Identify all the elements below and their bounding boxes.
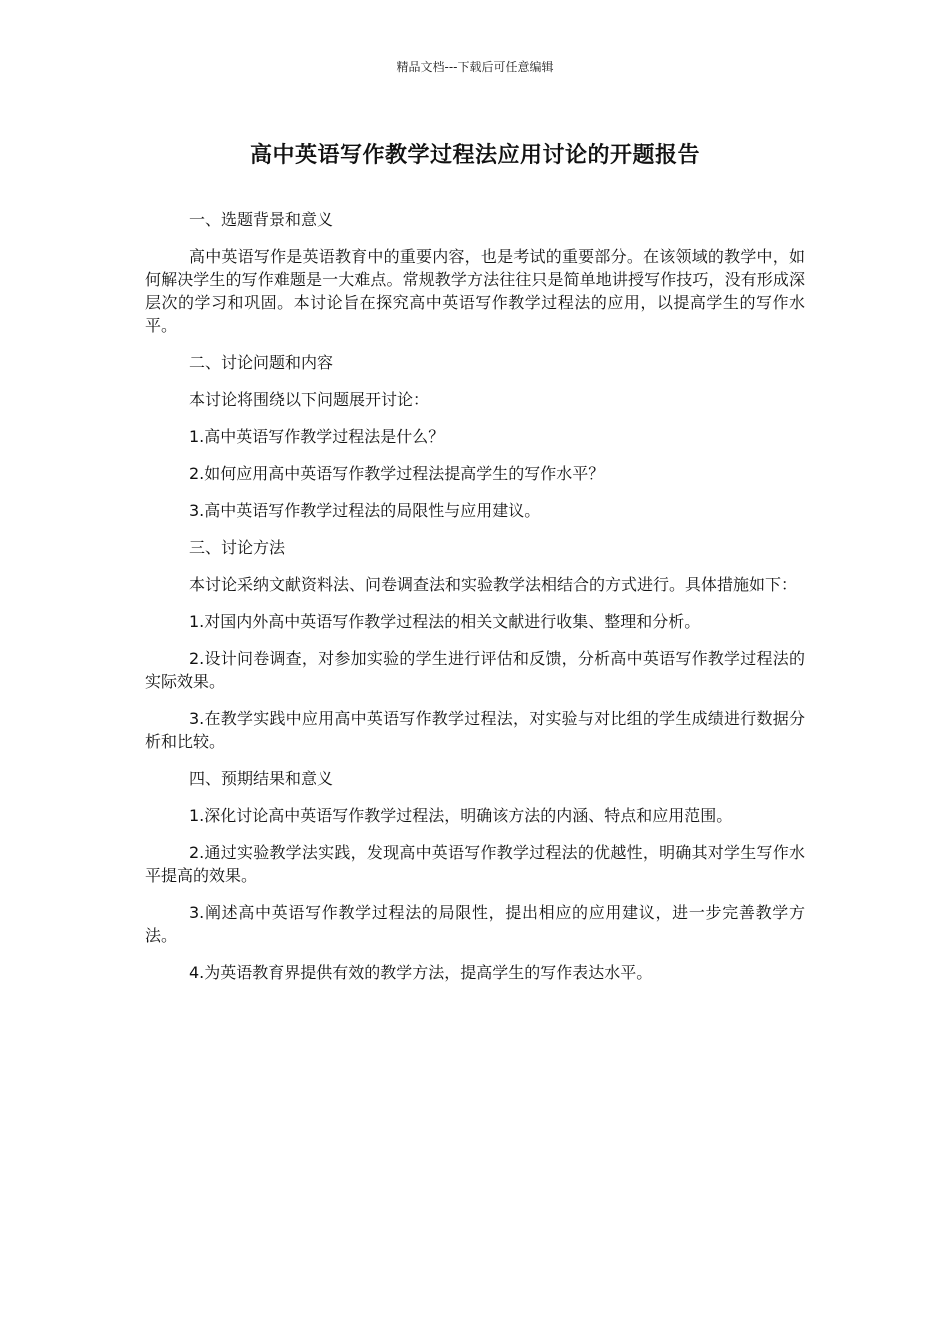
paragraph-questions-intro: 本讨论将围绕以下问题展开讨论： [189, 390, 430, 409]
list-item-result-3: 3.阐述高中英语写作教学过程法的局限性，提出相应的应用建议，进一步完善教学方法。 [145, 903, 805, 945]
list-item-result-2: 2.通过实验教学法实践，发现高中英语写作教学过程法的优越性，明确其对学生写作水平提高的效果。 [145, 843, 805, 885]
list-item-result-1: 1.深化讨论高中英语写作教学过程法，明确该方法的内涵、特点和应用范围。 [189, 806, 733, 825]
list-item-question-2: 2.如何应用高中英语写作教学过程法提高学生的写作水平？ [189, 464, 605, 483]
list-item-method-3: 3.在教学实践中应用高中英语写作教学过程法，对实验与对比组的学生成绩进行数据分析和比较。 [145, 709, 805, 751]
header-note: 精品文档---下载后可任意编辑 [396, 60, 554, 74]
list-item-method-2: 2.设计问卷调查，对参加实验的学生进行评估和反馈，分析高中英语写作教学过程法的实际效果。 [145, 649, 805, 691]
document-body [145, 208, 805, 998]
list-item-result-4: 4.为英语教育界提供有效的教学方法，提高学生的写作表达水平。 [189, 963, 653, 982]
section-heading-background: 一、选题背景和意义 [189, 210, 334, 229]
section-heading-questions: 二、讨论问题和内容 [189, 353, 334, 372]
section-heading-methods: 三、讨论方法 [189, 538, 286, 557]
page-title: 高中英语写作教学过程法应用讨论的开题报告 [249, 143, 700, 168]
paragraph-background: 高中英语写作是英语教育中的重要内容，也是考试的重要部分。在该领域的教学中，如何解决学生的写作难题是一大难点。常规教学方法往往只是简单地讲授写作技巧，没有形成深层次的学习和巩固。本讨论旨在探究高中英语写作教学过程法的应用，以提高学生的写作水平。 [145, 247, 805, 335]
paragraph-methods-intro: 本讨论采纳文献资料法、问卷调查法和实验教学法相结合的方式进行。具体措施如下： [189, 575, 798, 594]
list-item-method-1: 1.对国内外高中英语写作教学过程法的相关文献进行收集、整理和分析。 [189, 612, 701, 631]
list-item-question-1: 1.高中英语写作教学过程法是什么？ [189, 427, 445, 446]
section-heading-results: 四、预期结果和意义 [189, 769, 334, 788]
list-item-question-3: 3.高中英语写作教学过程法的局限性与应用建议。 [189, 501, 541, 520]
